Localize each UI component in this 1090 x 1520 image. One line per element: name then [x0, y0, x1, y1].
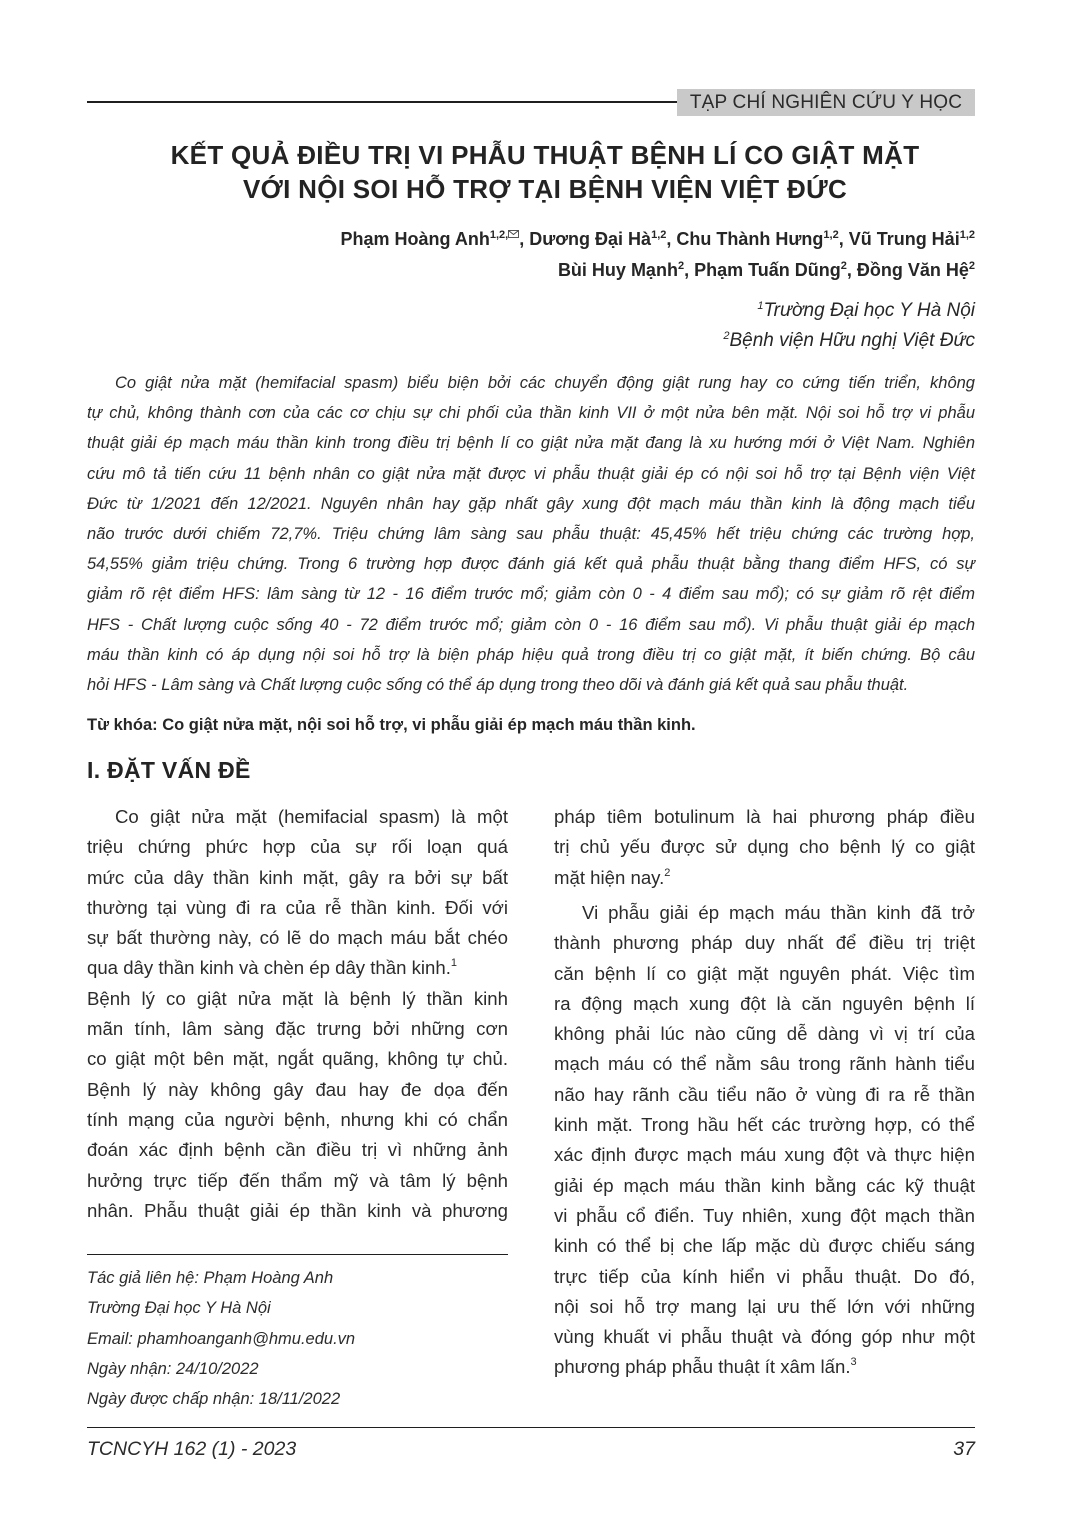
keywords: Từ khóa: Co giật nửa mặt, nội soi hỗ trợ, vi phẫu giải ép mạch máu thần kinh. — [87, 716, 696, 734]
reference-marker: 1 — [450, 957, 458, 970]
abstract-line: cứu mô tả tiến cứu 11 bệnh nhân co giật nửa mặt được vi phẫu thuật giải ép có nội soi hỗ trợ tại Bệnh viện Việt — [87, 464, 975, 483]
body-line: vùng khuất vi phẫu thuật và đóng góp như một — [554, 1326, 975, 1348]
abstract-line: hỏi HFS - Lâm sàng và Chất lượng cuộc sống có thể áp dụng trong theo dõi và đánh giá kết quả sau phẫu thuật. — [87, 676, 909, 695]
author-name: Bùi Huy Mạnh — [557, 260, 678, 280]
affiliation-1: $^1$Trường Đại học Y Hà Nội — [757, 300, 975, 321]
abstract-line: HFS - Chất lượng cuộc sống 40 - 72 điểm trước mổ; giảm còn 0 - 16 điểm sau mổ). Vi phẫu thuật giải ép mạch — [87, 615, 975, 634]
body-line: nội soi hỗ trợ mang lại ưu thế lớn với những — [554, 1295, 975, 1317]
body-line: đoán xác định bệnh cần điều trị vì những ảnh — [87, 1139, 508, 1161]
author-list — [75, 224, 975, 286]
body-line: tính mạng của người bệnh, nhưng khi có chẩn — [87, 1108, 508, 1130]
body-line: co giật một bên mặt, ngắt quãng, không tự chủ. — [87, 1048, 508, 1070]
author-affil-ref: 1,2 — [823, 229, 839, 241]
body-line: Bệnh lý co giật nửa mặt là bệnh lý thần kinh — [87, 987, 508, 1009]
reference-marker: 2 — [664, 866, 671, 879]
body-line: căn bệnh lí co giật mặt nguyên phát. Việc tìm — [554, 962, 975, 984]
body-column-left — [87, 802, 508, 1226]
body-line: trực tiếp của kính hiển vi phẫu thuật. Do đó, — [554, 1265, 975, 1287]
abstract-line: Co giật nửa mặt (hemifacial spasm) biểu biện bởi các chuyển động giật rung hay co cứng tiến triển, không — [115, 374, 975, 392]
body-line: thành phương pháp duy nhất để điều trị triệt — [554, 932, 975, 954]
footnote-accepted: Ngày được chấp nhận: 18/11/2022 — [87, 1390, 341, 1409]
abstract-line: tự chủ, không thành cơn của các cơ chịu sự chi phối của thần kinh VII ở một nửa bên mặt. Nội soi hỗ trợ vi phẫu — [87, 404, 975, 423]
body-line: mặt hiện nay.$^2$ — [554, 866, 671, 888]
correspondence-footnote — [87, 1263, 508, 1414]
affiliations — [375, 296, 975, 356]
author-name: , Dương Đại Hà — [519, 229, 652, 249]
author-name: , Chu Thành Hưng — [666, 229, 824, 249]
affiliation-2: $^2$Bệnh viện Hữu nghị Việt Đức — [723, 330, 975, 351]
author-name: , Đồng Văn Hệ — [846, 260, 969, 280]
body-column-right-paragraph-1 — [554, 802, 975, 893]
abstract-line: thuật giải ép mạch máu thần kinh trong điều trị bệnh lí co giật nửa mặt đang là xu hướng mới ở Việt Nam. Nghiên — [87, 434, 975, 453]
article-title — [60, 138, 1030, 206]
body-line: thường tại vùng đi ra của rễ thần kinh. Đối với — [87, 896, 508, 918]
footnote-author: Tác giả liên hệ: Phạm Hoàng Anh — [87, 1269, 334, 1287]
body-line: xác định được mạch máu xung đột và thực hiện — [554, 1144, 975, 1166]
author-affil-ref: 1,2, — [489, 229, 509, 241]
body-line: sự bất thường này, có lẽ do mạch máu bắt chéo — [87, 927, 508, 949]
journal-name: TẠP CHÍ NGHIÊN CỨU Y HỌC — [677, 89, 975, 116]
body-column-right-paragraph-2 — [554, 898, 975, 1383]
title-line-1: KẾT QUẢ ĐIỀU TRỊ VI PHẪU THUẬT BỆNH LÍ CO GIẬT MẶT — [170, 140, 920, 170]
footer-citation: TCNCYH 162 (1) - 2023 — [87, 1438, 297, 1460]
abstract-line: máu thần kinh có áp dụng nội soi hỗ trợ là biện pháp hiệu quả trong điều trị co giật mặt, ít biến chứng. Bộ câu — [87, 645, 975, 664]
body-line: triệu chứng phức hợp của sự rối loạn quá — [87, 836, 508, 858]
body-line: não hay rãnh cầu tiểu não ở vùng đi ra rễ thần — [554, 1083, 975, 1105]
author-name: , Vũ Trung Hải — [838, 229, 960, 249]
author-name: Phạm Hoàng Anh — [340, 229, 490, 249]
footnote-email: Email: phamhoanganh@hmu.edu.vn — [87, 1329, 356, 1348]
body-line: ra động mạch xung đột là căn nguyên bệnh lí — [554, 992, 975, 1014]
body-line: pháp tiêm botulinum là hai phương pháp điều — [554, 806, 975, 827]
abstract — [87, 368, 975, 700]
author-affil-ref: 1,2 — [651, 229, 667, 241]
body-line: giải ép mạch máu thần kinh bằng các kỹ thuật — [554, 1174, 975, 1196]
body-line: mãn tính, lâm sàng đặc trưng bởi những cơn — [87, 1018, 508, 1040]
header-rule — [87, 101, 677, 103]
body-line: Vi phẫu giải ép mạch máu thần kinh đã trở — [582, 902, 975, 923]
author-affil-ref: 2 — [677, 260, 685, 272]
footer-rule — [87, 1427, 975, 1428]
body-line: mạch máu có thể nằm sâu trong rãnh hành tiểu — [554, 1053, 975, 1075]
footnote-rule — [87, 1254, 508, 1255]
footnote-institution: Trường Đại học Y Hà Nội — [87, 1299, 271, 1318]
body-line: qua dây thần kinh và chèn ép dây thần kinh.$^1$ — [87, 957, 458, 979]
author-name: , Phạm Tuấn Dũng — [684, 260, 841, 280]
body-line: nhân. Phẫu thuật giải ép thần kinh và phương — [87, 1199, 508, 1221]
body-line: Bệnh lý này không gây đau hay đe dọa đến — [87, 1078, 508, 1100]
abstract-line: giảm rõ rệt điểm HFS: lâm sàng từ 12 - 16 điểm trước mổ; giảm còn 0 - 4 điểm sau mổ); có sự giảm rõ rệt điểm — [87, 585, 975, 604]
page-number: 37 — [953, 1438, 975, 1460]
author-line-1 — [75, 224, 975, 255]
abstract-line: Đức từ 1/2021 đến 12/2021. Nguyên nhân hay gặp nhất gây xung đột mạch máu thần kinh là động mạch tiểu — [87, 494, 975, 513]
abstract-line: 54,55% giảm triệu chứng. Trong 6 trường hợp được đánh giá kết quả phẫu thuật bằng thang điểm HFS, có sự — [87, 555, 975, 574]
title-line-2: VỚI NỘI SOI HỖ TRỢ TẠI BỆNH VIỆN VIỆT ĐỨC — [242, 174, 848, 204]
body-line: không phải lúc nào cũng dễ dàng vì vị trí của — [554, 1023, 975, 1045]
body-line: kinh có thể bị che lấp mặc dù được chiếu sáng — [554, 1235, 975, 1257]
body-line: phương pháp phẫu thuật ít xâm lấn.$^3$ — [554, 1356, 857, 1378]
section-heading: I. ĐẶT VẤN ĐỀ — [87, 757, 251, 783]
body-line: hưởng trực tiếp đến thẩm mỹ và tâm lý bệnh — [87, 1169, 508, 1191]
author-affil-ref: 2 — [840, 260, 847, 272]
footnote-received: Ngày nhận: 24/10/2022 — [87, 1359, 259, 1378]
body-line: Co giật nửa mặt (hemifacial spasm) là một — [115, 806, 508, 827]
body-line: kinh mặt. Trong hầu hết các trường hợp, có thể — [554, 1114, 975, 1136]
author-affil-ref: 1,2 — [959, 229, 975, 241]
author-line-2 — [75, 255, 975, 286]
body-line: vi phẫu cổ điển. Tuy nhiên, xung đột mạch thần — [554, 1204, 975, 1226]
body-line: trị chủ yếu được sử dụng cho bệnh lý co giật — [554, 836, 975, 858]
body-line: mức của dây thần kinh mặt, gây ra bởi sự bất — [87, 866, 508, 888]
abstract-line: não trước dưới chiếm 72,7%. Triệu chứng lâm sàng sau phẫu thuật: 45,45% hết triệu chứng các trường hợp, — [87, 525, 975, 544]
reference-marker: 3 — [850, 1356, 857, 1369]
envelope-icon — [508, 229, 519, 241]
author-affil-ref: 2 — [968, 260, 975, 272]
